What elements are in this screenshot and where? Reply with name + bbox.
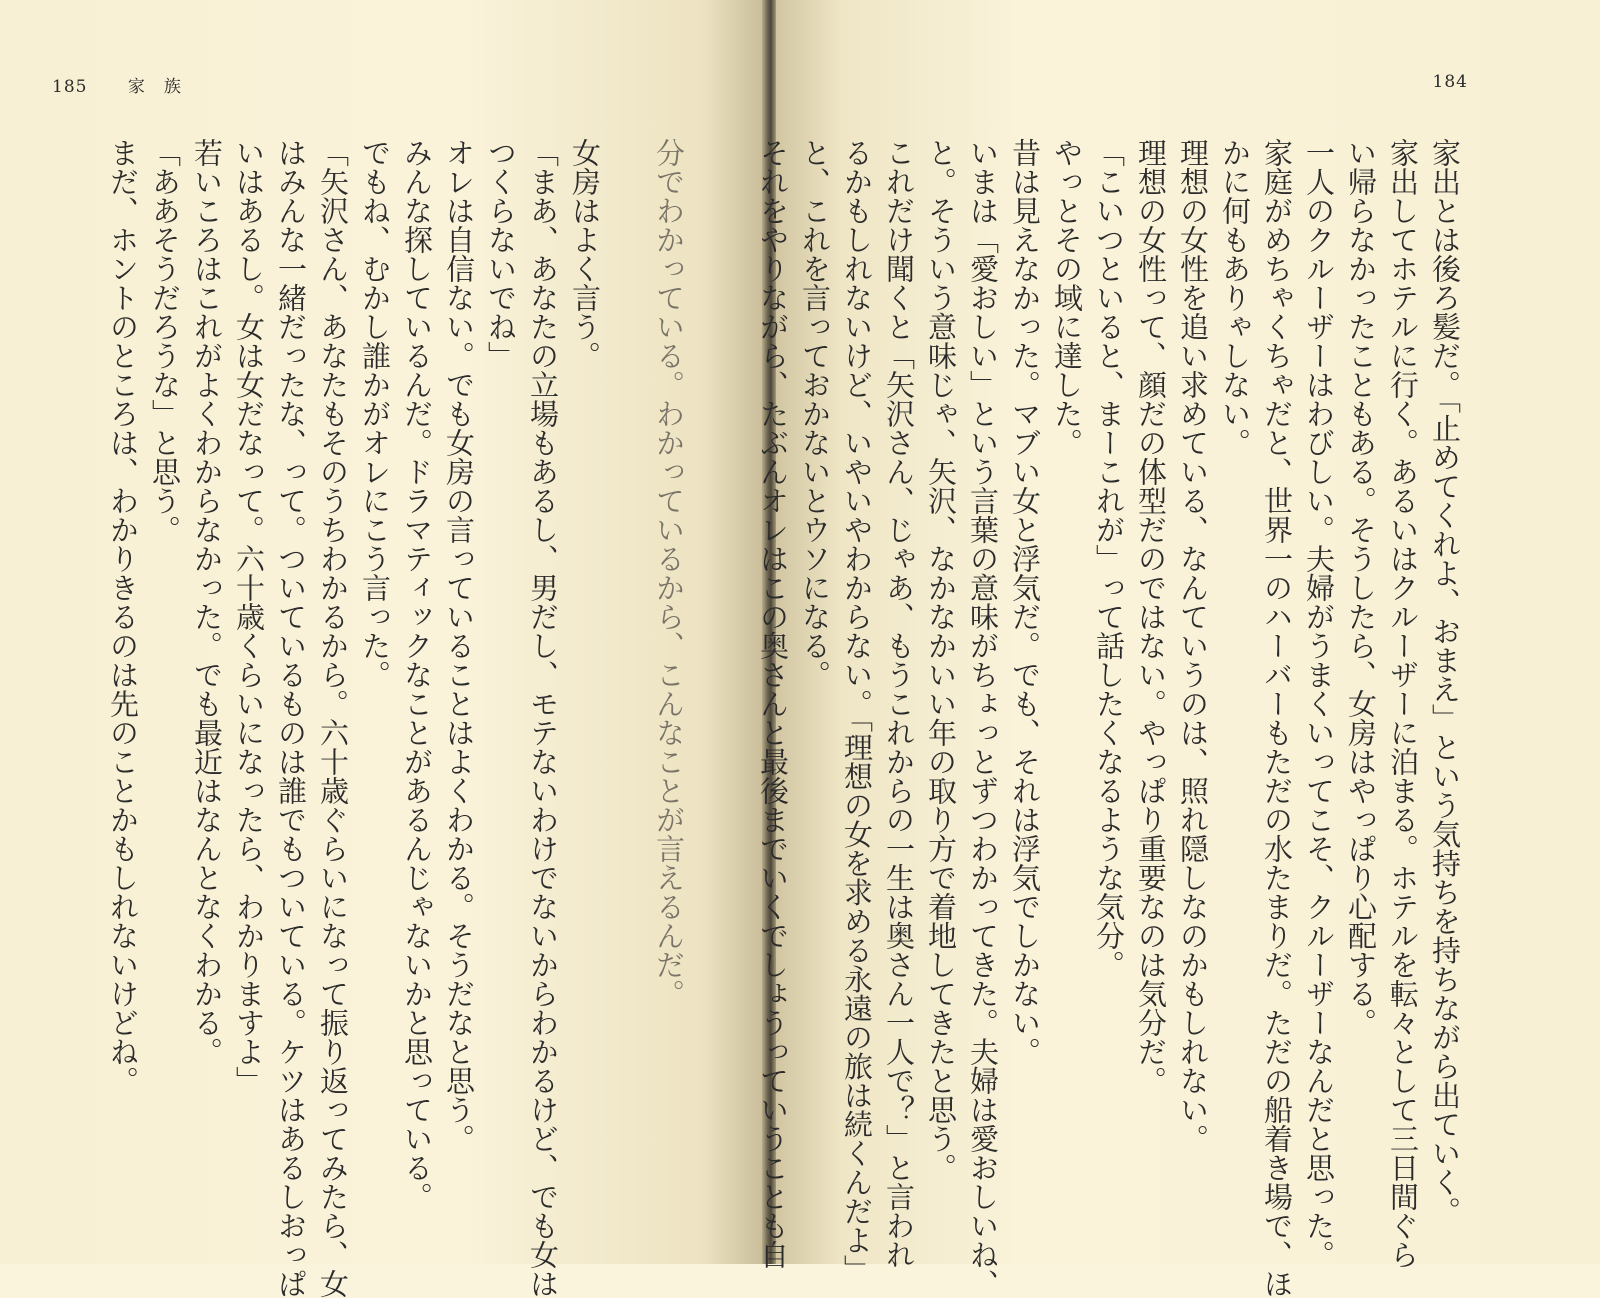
left-running-head — [52, 72, 182, 97]
text-line: まだ、ホントのところは、わかりきるのは先のことかもしれないけどね。 — [106, 138, 140, 1095]
text-line: やっとその域に達した。 — [1050, 138, 1084, 457]
running-title: 家 族 — [127, 77, 182, 97]
text-line: 女房はよく言う。 — [568, 138, 602, 370]
right-page — [756, 0, 1600, 1298]
text-line: と、これを言っておかないとウソになる。 — [798, 138, 832, 689]
right-running-head — [1433, 72, 1468, 92]
text-line: 理想の女性を追い求めている、なんていうのは、照れ隠しなのかもしれない。 — [1176, 138, 1210, 1153]
text-line: はみんな一緒だったな、って。ついているものは誰でもついている。ケツはあるしおっぱ — [274, 138, 308, 1298]
text-line: るかもしれないけど、いやいやわからない。「理想の女を求める永遠の旅は続くんだよ」 — [840, 138, 874, 1284]
text-line: 昔は見えなかった。マブい女と浮気だ。でも、それは浮気でしかない。 — [1008, 138, 1042, 1066]
text-line: みんな探しているんだ。ドラマティックなことがあるんじゃないかと思っている。 — [400, 138, 434, 1211]
text-line: 分でわかっている。わかっているから、こんなことが言えるんだ。 — [652, 138, 686, 1008]
right-page-number: 184 — [1432, 72, 1468, 92]
text-line: 「こいつといると、まーこれが」って話したくなるような気分。 — [1092, 138, 1126, 979]
text-line: 家庭がめちゃくちゃだと、世界一のハーバーもただの水たまりだ。ただの船着き場で、ほ — [1260, 138, 1294, 1298]
text-line: いまは「愛おしい」という言葉の意味がちょっとずつわかってきた。夫婦は愛おしいね、 — [966, 138, 1000, 1298]
text-line: つくらないでね」 — [484, 138, 518, 370]
text-line: それをやりながら、たぶんオレはこの奥さんと最後までいくでしょうっていうことも自 — [756, 138, 790, 1269]
left-page — [0, 0, 764, 1298]
text-line: いはあるし。女は女だなって。六十歳くらいになったら、わかりますよ」 — [232, 138, 266, 1095]
text-line: 一人のクルーザーはわびしい。夫婦がうまくいってこそ、クルーザーなんだと思った。 — [1302, 138, 1336, 1269]
text-line: 「矢沢さん、あなたもそのうちわかるから。六十歳ぐらいになって振り返ってみたら、女 — [316, 138, 350, 1298]
text-line: でもね、むかし誰かがオレにこう言った。 — [358, 138, 392, 689]
text-line: オレは自信ない。でも女房の言っていることはよくわかる。そうだなと思う。 — [442, 138, 476, 1153]
left-page-number: 185 — [52, 77, 88, 97]
text-line: と。そういう意味じゃ、矢沢、なかなかいい年の取り方で着地してきたと思う。 — [924, 138, 958, 1182]
text-line: 若いころはこれがよくわからなかった。でも最近はなんとなくわかる。 — [190, 138, 224, 1066]
text-line: 「まあ、あなたの立場もあるし、男だし、モテないわけでないからわかるけど、でも女は — [526, 138, 560, 1298]
text-line: 理想の女性って、顔だの体型だのではない。やっぱり重要なのは気分だ。 — [1134, 138, 1168, 1095]
text-line: 家出してホテルに行く。あるいはクルーザーに泊まる。ホテルを転々として三日間ぐら — [1386, 138, 1420, 1269]
right-page-body — [752, 138, 1466, 1298]
text-line: これだけ聞くと「矢沢さん、じゃあ、もうこれからの一生は奥さん一人で？」と言われ — [882, 138, 916, 1269]
text-line: い帰らなかったこともある。そうしたら、女房はやっぱり心配する。 — [1344, 138, 1378, 1037]
text-line: 家出とは後ろ髪だ。「止めてくれよ、おまえ」という気持ちを持ちながら出ていく。 — [1428, 138, 1462, 1226]
left-page-body — [102, 138, 690, 1298]
text-line: 「ああそうだろうな」と思う。 — [148, 138, 182, 544]
text-line: かに何もありゃしない。 — [1218, 138, 1252, 457]
